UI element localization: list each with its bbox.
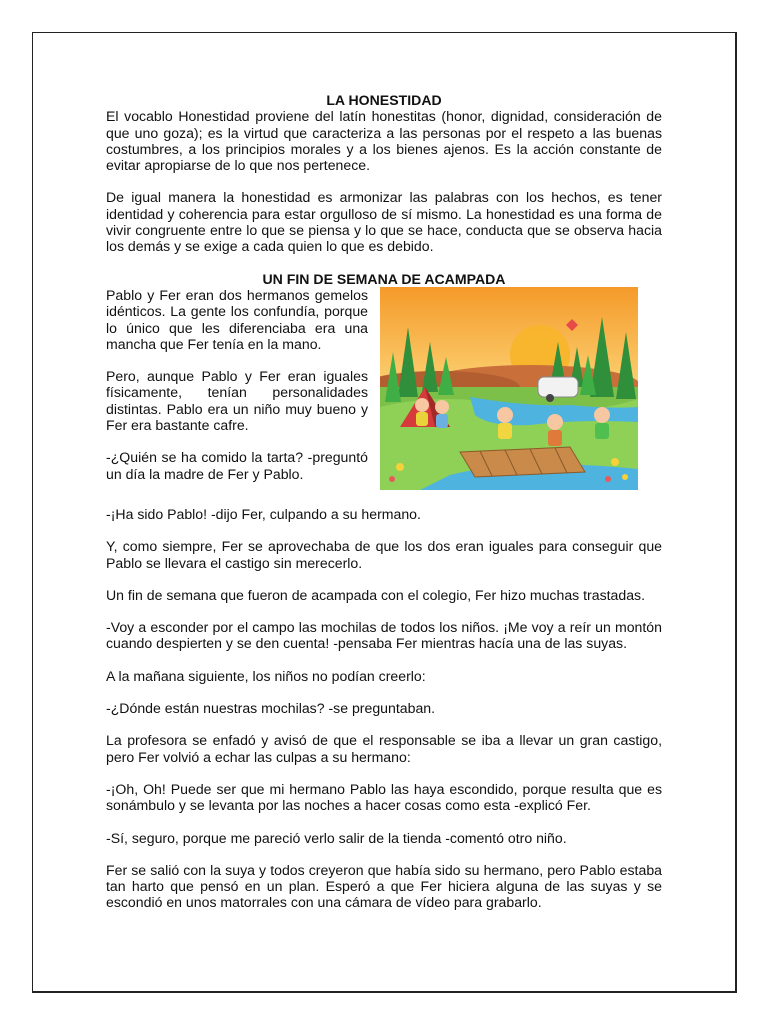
story-paragraph-2: Pero, aunque Pablo y Fer eran iguales físicamente, tenían personalidades distintas. Pablo era un niño muy bueno y Fer era bastante cafre. (106, 368, 368, 434)
story-paragraph-11: -¡Oh, Oh! Puede ser que mi hermano Pablo las haya escondido, porque resulta que es sonámbulo y se levanta por las noches a hacer cosas como esta -explicó Fer. (106, 780, 662, 814)
camping-illustration (380, 287, 638, 490)
story-with-illustration (106, 287, 662, 490)
story-paragraph-13: Fer se salió con la suya y todos creyeron que había sido su hermano, pero Pablo estaba tan harto que pensó en un plan. Esperó a que Fer hiciera alguna de las suyas y se escondió en unos matorrales con una cámara de vídeo para grabarlo. (106, 861, 662, 911)
paragraph-2: De igual manera la honestidad es armonizar las palabras con los hechos, es tener identidad y coherencia para estar orgulloso de sí mismo. La honestidad es una forma de vivir congruente entre lo que se piensa y lo que se hace, conducta que se observa hacia los demás y se exige a cada quien lo que es debido. (106, 189, 662, 255)
title-acampada: UN FIN DE SEMANA DE ACAMPADA (262, 270, 506, 287)
document-body (106, 92, 662, 911)
story-paragraph-1: Pablo y Fer eran dos hermanos gemelos idénticos. La gente los confundía, porque lo único que les diferenciaba era una mancha que Fer tenía en la mano. (106, 286, 368, 352)
paragraph-1: El vocablo Honestidad proviene del latín honestitas (honor, dignidad, consideración de que uno goza); es la virtud que caracteriza a las personas por el respeto a las buenas costumbres, a los principios morales y a los bienes ajenos. Es la acción constante de evitar apropiarse de lo que nos pertenece. (106, 108, 662, 174)
story-paragraph-6: Un fin de semana que fueron de acampada con el colegio, Fer hizo muchas trastadas. (106, 586, 646, 603)
story-paragraph-4: -¡Ha sido Pablo! -dijo Fer, culpando a su hermano. (106, 505, 421, 522)
title-honestidad: LA HONESTIDAD (326, 92, 442, 108)
story-paragraph-8: A la mañana siguiente, los niños no podían creerlo: (106, 667, 426, 684)
story-paragraph-12: -Sí, seguro, porque me pareció verlo salir de la tienda -comentó otro niño. (106, 829, 567, 846)
story-paragraph-3: -¿Quién se ha comido la tarta? -preguntó un día la madre de Fer y Pablo. (106, 449, 368, 482)
story-paragraph-9: -¿Dónde están nuestras mochilas? -se preguntaban. (106, 700, 436, 717)
story-paragraph-7: -Voy a esconder por el campo las mochilas de todos los niños. ¡Me voy a reír un montón cuando despierten y se den cuenta! -pensaba Fer mientras hacía una de las suyas. (106, 619, 662, 652)
story-paragraph-5: Y, como siempre, Fer se aprovechaba de que los dos eran iguales para conseguir que Pablo se llevara el castigo sin merecerlo. (106, 538, 662, 571)
story-paragraph-10: La profesora se enfadó y avisó de que el responsable se iba a llevar un gran castigo, pero Fer volvió a echar las culpas a su hermano: (106, 732, 662, 765)
story-side-column (106, 287, 368, 490)
